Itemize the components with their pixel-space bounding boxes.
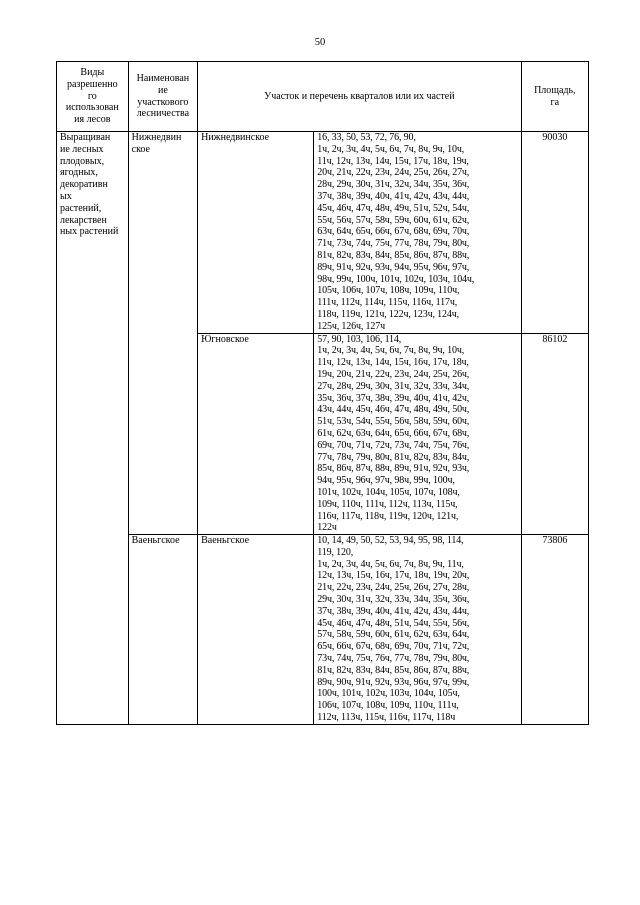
text-line: участкового xyxy=(137,96,189,108)
text-line: 116ч, 117ч, 118ч, 119ч, 120ч, 121ч, xyxy=(317,510,459,522)
text-line: 125ч, 126ч, 127ч xyxy=(317,320,385,332)
text-line: 10, 14, 49, 50, 52, 53, 94, 95, 98, 114, xyxy=(317,535,464,547)
text-line: 37ч, 38ч, 39ч, 40ч, 41ч, 42ч, 43ч, 44ч, xyxy=(317,190,470,202)
area-cell: 90030 xyxy=(521,132,588,334)
text-line: 105ч, 106ч, 107ч, 108ч, 109ч, 110ч, xyxy=(317,285,460,297)
text-line: 1ч, 2ч, 3ч, 4ч, 5ч, 6ч, 7ч, 8ч, 9ч, 11ч, xyxy=(317,558,464,570)
text-line: 61ч, 62ч, 63ч, 64ч, 65ч, 66ч, 67ч, 68ч, xyxy=(317,427,470,439)
text-line: 112ч, 113ч, 115ч, 116ч, 117ч, 118ч xyxy=(317,712,456,724)
section-name-cell: Нижнедвинское xyxy=(198,132,314,334)
text-line: 89ч, 90ч, 91ч, 92ч, 93ч, 96ч, 97ч, 99ч, xyxy=(317,676,470,688)
text-line: га xyxy=(550,96,560,108)
text-line: ных растений xyxy=(60,226,119,238)
text-line: 65ч, 66ч, 67ч, 68ч, 69ч, 70ч, 71ч, 72ч, xyxy=(317,641,470,653)
text-line: 57, 90, 103, 106, 114, xyxy=(317,333,402,345)
section-name-cell: Югновское xyxy=(198,333,314,535)
text-line: 94ч, 95ч, 96ч, 97ч, 98ч, 99ч, 100ч, xyxy=(317,475,455,487)
text-line: 45ч, 46ч, 47ч, 48ч, 51ч, 54ч, 55ч, 56ч, xyxy=(317,617,470,629)
text-line: лесничества xyxy=(136,108,190,120)
text-line: 11ч, 12ч, 13ч, 14ч, 15ч, 17ч, 18ч, 19ч, xyxy=(317,155,469,167)
text-line: 81ч, 82ч, 83ч, 84ч, 85ч, 86ч, 87ч, 88ч, xyxy=(317,249,470,261)
blocks-list-cell xyxy=(314,535,521,725)
text-line: 35ч, 36ч, 37ч, 38ч, 39ч, 40ч, 41ч, 42ч, xyxy=(317,392,470,404)
text-line: Виды xyxy=(80,67,105,78)
text-line: растений, xyxy=(60,202,102,214)
text-line: 118ч, 119ч, 121ч, 122ч, 123ч, 124ч, xyxy=(317,308,459,320)
blocks-list-cell xyxy=(314,333,521,535)
text-line: 51ч, 53ч, 54ч, 55ч, 56ч, 58ч, 59ч, 60ч, xyxy=(317,416,470,428)
text-line: 1ч, 2ч, 3ч, 4ч, 5ч, 6ч, 7ч, 8ч, 9ч, 10ч, xyxy=(317,143,465,155)
text-line: 119, 120, xyxy=(317,546,354,558)
text-line: 29ч, 30ч, 31ч, 32ч, 33ч, 34ч, 35ч, 36ч, xyxy=(317,594,470,606)
forest-use-table xyxy=(56,61,589,725)
text-line: 122ч xyxy=(317,522,337,534)
text-line: 100ч, 101ч, 102ч, 103ч, 104ч, 105ч, xyxy=(317,688,460,700)
text-line: 98ч, 99ч, 100ч, 101ч, 102ч, 103ч, 104ч, xyxy=(317,273,475,285)
text-line: 20ч, 21ч, 22ч, 23ч, 24ч, 25ч, 26ч, 27ч, xyxy=(317,167,470,179)
text-line: 81ч, 82ч, 83ч, 84ч, 85ч, 86ч, 87ч, 88ч, xyxy=(317,664,470,676)
text-line: разрешенно xyxy=(66,78,118,90)
area-cell: 73806 xyxy=(521,535,588,725)
blocks-list-cell xyxy=(314,132,521,334)
table-row xyxy=(57,132,589,334)
header-area xyxy=(521,62,588,132)
text-line: Наименован xyxy=(136,72,190,84)
text-line: 101ч, 102ч, 104ч, 105ч, 107ч, 108ч, xyxy=(317,486,460,498)
text-line: 111ч, 112ч, 114ч, 115ч, 116ч, 117ч, xyxy=(317,297,458,309)
text-line: 106ч, 107ч, 108ч, 109ч, 110ч, 111ч, xyxy=(317,700,459,712)
header-blocks: Участок и перечень кварталов или их частей xyxy=(198,62,522,132)
use-type-cell xyxy=(57,132,129,725)
text-line: 43ч, 44ч, 45ч, 46ч, 47ч, 48ч, 49ч, 50ч, xyxy=(317,404,470,416)
text-line: Площадь, xyxy=(534,84,576,96)
text-line: использован xyxy=(65,102,119,114)
text-line: 89ч, 91ч, 92ч, 93ч, 94ч, 95ч, 96ч, 97ч, xyxy=(317,261,470,273)
text-line: 55ч, 56ч, 57ч, 58ч, 59ч, 60ч, 61ч, 62ч, xyxy=(317,214,470,226)
text-line: 11ч, 12ч, 13ч, 14ч, 15ч, 16ч, 17ч, 18ч, xyxy=(317,357,469,369)
text-line: ых xyxy=(60,190,72,202)
text-line: 73ч, 74ч, 75ч, 76ч, 77ч, 78ч, 79ч, 80ч, xyxy=(317,653,470,665)
text-line: 1ч, 2ч, 3ч, 4ч, 5ч, 6ч, 7ч, 8ч, 9ч, 10ч, xyxy=(317,345,465,357)
text-line: лекарствен xyxy=(60,214,107,226)
text-line: 71ч, 73ч, 74ч, 75ч, 77ч, 78ч, 79ч, 80ч, xyxy=(317,238,470,250)
text-line: го xyxy=(87,90,97,102)
text-line: 37ч, 38ч, 39ч, 40ч, 41ч, 42ч, 43ч, 44ч, xyxy=(317,605,470,617)
table-header-row xyxy=(57,62,589,132)
header-use-type xyxy=(57,62,129,132)
text-line: Нижнедвин xyxy=(131,132,182,143)
text-line: 21ч, 22ч, 23ч, 24ч, 25ч, 26ч, 27ч, 28ч, xyxy=(317,582,470,594)
text-line: декоративн xyxy=(60,179,108,191)
text-line: ия лесов xyxy=(74,114,111,126)
text-line: Ваеньгское xyxy=(131,535,180,547)
text-line: плодовых, xyxy=(60,155,105,167)
area-cell: 86102 xyxy=(521,333,588,535)
section-name-cell: Ваеньгское xyxy=(198,535,314,725)
text-line: 109ч, 110ч, 111ч, 112ч, 113ч, 115ч, xyxy=(317,498,458,510)
text-line: 19ч, 20ч, 21ч, 22ч, 23ч, 24ч, 25ч, 26ч, xyxy=(317,368,470,380)
text-line: 57ч, 58ч, 59ч, 60ч, 61ч, 62ч, 63ч, 64ч, xyxy=(317,629,470,641)
text-line: 63ч, 64ч, 65ч, 66ч, 67ч, 68ч, 69ч, 70ч, xyxy=(317,226,470,238)
text-line: ское xyxy=(131,143,150,155)
text-line: Выращиван xyxy=(60,132,111,143)
text-line: 45ч, 46ч, 47ч, 48ч, 49ч, 51ч, 52ч, 54ч, xyxy=(317,202,470,214)
text-line: 16, 33, 50, 53, 72, 76, 90, xyxy=(317,132,416,143)
text-line: 28ч, 29ч, 30ч, 31ч, 32ч, 34ч, 35ч, 36ч, xyxy=(317,179,470,191)
district-forestry-cell xyxy=(128,535,197,725)
text-line: 77ч, 78ч, 79ч, 80ч, 81ч, 82ч, 83ч, 84ч, xyxy=(317,451,470,463)
text-line: 12ч, 13ч, 15ч, 16ч, 17ч, 18ч, 19ч, 20ч, xyxy=(317,570,470,582)
text-line: 27ч, 28ч, 29ч, 30ч, 31ч, 32ч, 33ч, 34ч, xyxy=(317,380,470,392)
text-line: 69ч, 70ч, 71ч, 72ч, 73ч, 74ч, 75ч, 76ч, xyxy=(317,439,470,451)
text-line: 85ч, 86ч, 87ч, 88ч, 89ч, 91ч, 92ч, 93ч, xyxy=(317,463,470,475)
text-line: ие лесных xyxy=(60,143,104,155)
district-forestry-cell xyxy=(128,132,197,535)
table-row xyxy=(57,535,589,725)
text-line: ягодных, xyxy=(60,167,98,179)
header-district-forestry xyxy=(128,62,197,132)
text-line: ие xyxy=(157,84,168,96)
page-number: 50 xyxy=(314,37,326,48)
